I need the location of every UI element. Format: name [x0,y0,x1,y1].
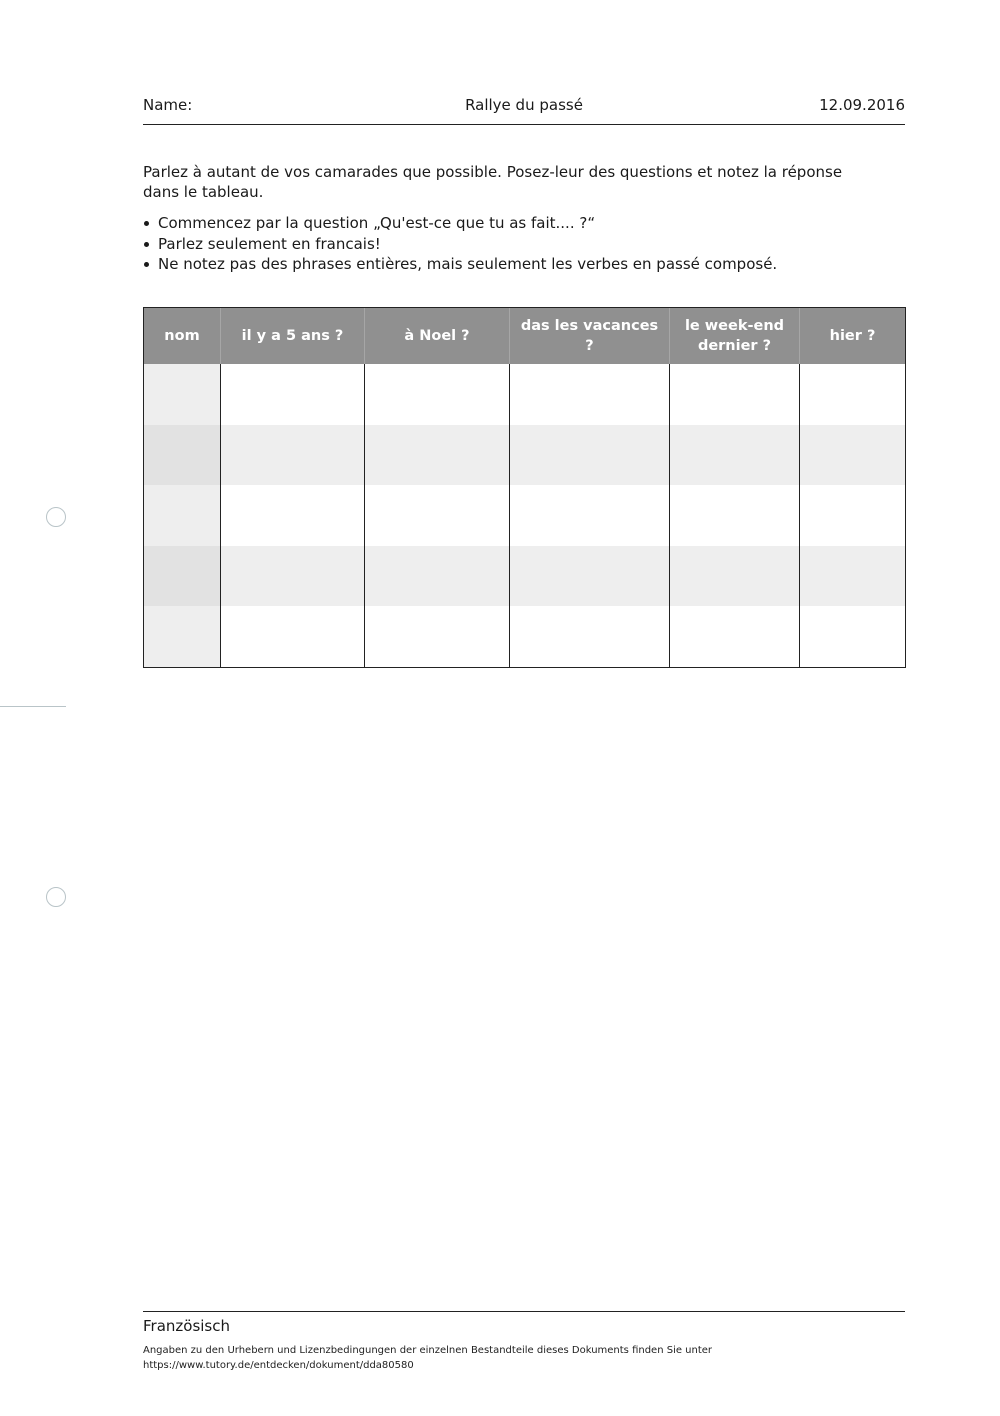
attribution-link[interactable]: https://www.tutory.de/entdecken/dokument/dda80580 [143,1360,414,1371]
answer-cell[interactable] [670,485,800,546]
attribution-text: Angaben zu den Urhebern und Lizenzbedingungen der einzelnen Bestandteile dieses Dokuments finden Sie unter [143,1345,713,1356]
answer-cell[interactable] [670,364,800,425]
instruction-item [143,254,903,275]
table-row [144,425,906,486]
answer-cell[interactable] [221,485,365,546]
answer-table [143,307,906,668]
table-row [144,546,906,607]
answer-cell[interactable] [800,425,906,486]
answer-cell[interactable] [365,546,510,607]
answer-cell[interactable] [365,485,510,546]
intro-text: Parlez à autant de vos camarades que possible. Posez-leur des questions et notez la réponse dans le tableau. [143,163,843,201]
instruction-text: Ne notez pas des phrases entières, mais seulement les verbes en passé composé. [158,255,778,273]
page-title: Rallye du passé [465,96,583,114]
page-header [143,94,905,118]
answer-cell[interactable] [221,425,365,486]
answer-cell[interactable] [510,425,670,486]
column-header-week-end: le week-end dernier ? [670,308,800,365]
answer-cell[interactable] [365,606,510,667]
answer-cell[interactable] [221,546,365,607]
bullet-icon [144,221,149,226]
name-cell[interactable] [144,425,221,486]
answer-cell[interactable] [670,425,800,486]
bullet-icon [144,242,149,247]
header-rule [143,124,905,125]
fold-mark [0,706,66,707]
answer-cell[interactable] [510,485,670,546]
instruction-text: Commencez par la question „Qu'est-ce que tu as fait.... ?“ [158,214,596,232]
column-header-vacances: das les vacances ? [510,308,670,365]
table-row [144,606,906,667]
column-header-hier: hier ? [800,308,906,365]
instruction-item [143,213,903,234]
punch-hole-bottom [46,887,66,907]
instruction-list [143,213,903,275]
answer-cell[interactable] [800,364,906,425]
instruction-item [143,234,903,255]
answer-cell[interactable] [800,546,906,607]
answer-cell[interactable] [510,606,670,667]
answer-cell[interactable] [800,606,906,667]
answer-cell[interactable] [221,364,365,425]
instruction-text: Parlez seulement en francais! [158,234,381,253]
table-row [144,364,906,425]
footer-subject: Französisch [143,1317,231,1335]
name-cell[interactable] [144,485,221,546]
name-cell[interactable] [144,606,221,667]
answer-cell[interactable] [670,546,800,607]
table-header-row [144,308,906,365]
column-header-noel: à Noel ? [365,308,510,365]
answer-cell[interactable] [365,425,510,486]
table-row [144,485,906,546]
date-label: 12.09.2016 [819,96,905,114]
footer-rule [143,1311,905,1312]
name-label: Name: [143,96,193,114]
name-cell[interactable] [144,546,221,607]
answer-cell[interactable] [221,606,365,667]
answer-cell[interactable] [365,364,510,425]
column-header-5-ans: il y a 5 ans ? [221,308,365,365]
bullet-icon [144,262,149,267]
answer-cell[interactable] [670,606,800,667]
name-cell[interactable] [144,364,221,425]
answer-cell[interactable] [510,546,670,607]
punch-hole-top [46,507,66,527]
column-header-nom: nom [144,308,221,365]
footer-attribution [143,1343,743,1373]
answer-cell[interactable] [800,485,906,546]
answer-cell[interactable] [510,364,670,425]
